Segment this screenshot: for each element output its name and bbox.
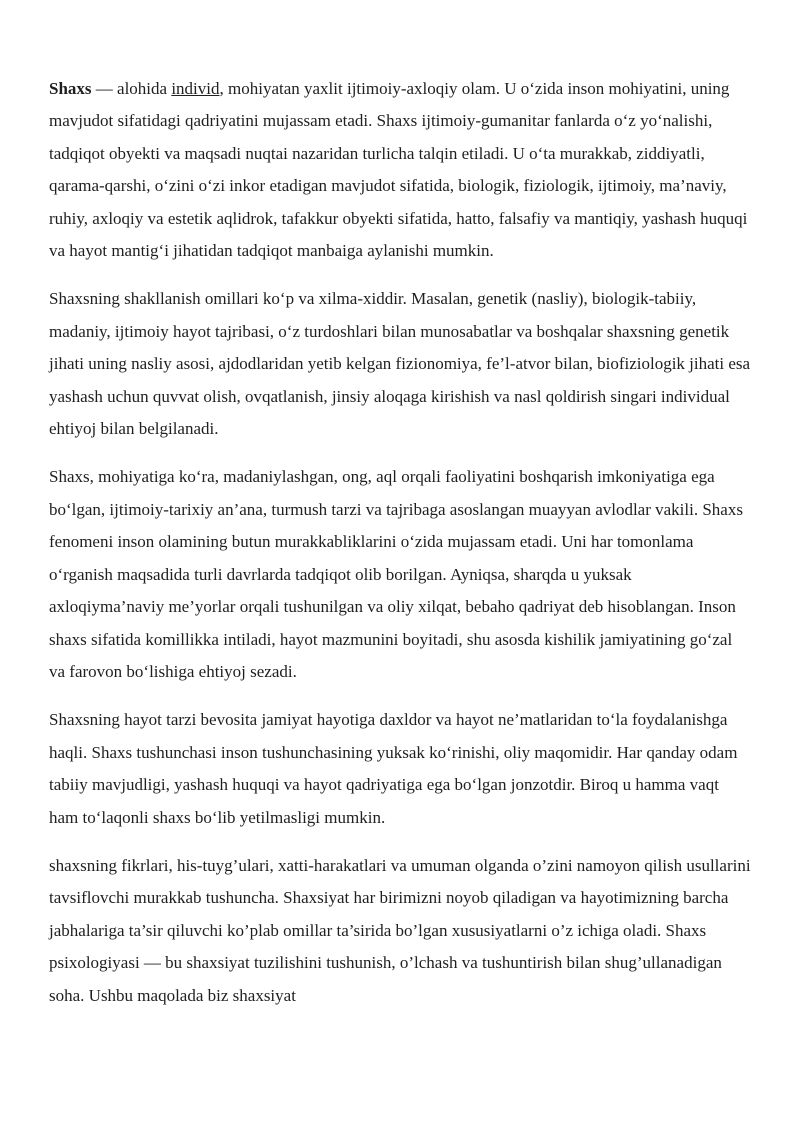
term-shaxs: Shaxs (49, 79, 92, 98)
paragraph-1-dash-text: — alohida (91, 79, 172, 98)
paragraph-1-rest: , mohiyatan yaxlit ijtimoiy-axloqiy olam. U o‘zida inson mohiyatini, uning mavjudot sifatidagi qadriyatini mujassam etadi. Shaxs ijtimoiy-gumanitar fanlarda o‘z yo‘nalishi, tadqiqot obyekti va maqsadi nuqtai nazaridan turlicha talqin etiladi. U o‘ta murakkab, ziddiyatli, qarama-qarshi, o‘zini o‘zi inkor etadigan mavjudot sifatida, biologik, fiziologik, ijtimoiy, ma’naviy, ruhiy, axloqiy va estetik aqlidrok, tafakkur obyekti sifatida, hatto, falsafiy va mantiqiy, yashash huquqi va hayot mantig‘i jihatidan tadqiqot manbaiga aylanishi mumkin. (49, 79, 748, 261)
paragraph-1 (49, 73, 751, 267)
paragraph-2: Shaxsning shakllanish omillari ko‘p va xilma-xiddir. Masalan, genetik (nasliy), biologik-tabiiy, madaniy, ijtimoiy hayot tajribasi, o‘z turdoshlari bilan munosabatlar va boshqalar shaxsning genetik jihati uning nasliy asosi, ajdodlaridan yetib kelgan fizionomiya, fe’l-atvor bilan, biofiziologik jihati esa yashash uchun quvvat olish, ovqatlanish, jinsiy aloqaga kirishish va nasl qoldirish singari individual ehtiyoj bilan belgilanadi. (49, 289, 751, 439)
paragraph-5: shaxsning fikrlari, his-tuyg’ulari, xatti-harakatlari va umuman olganda o’zini namoyon qilish usullarini tavsiflovchi murakkab tushuncha. Shaxsiyat har birimizni noyob qiladigan va hayotimizning barcha jabhalariga ta’sir qiluvchi ko’plab omillar ta’sirida bo’lgan xususiyatlarni o’z ichiga oladi. Shaxs psixologiyasi — bu shaxsiyat tuzilishini tushunish, o’lchash va tushuntirish bilan shug’ullanadigan soha. Ushbu maqolada biz shaxsiyat (49, 855, 751, 1005)
individ-link[interactable]: individ (171, 79, 220, 98)
paragraph-4: Shaxsning hayot tarzi bevosita jamiyat hayotiga daxldor va hayot ne’matlaridan to‘la foydalanishga haqli. Shaxs tushunchasi inson tushunchasining yuksak ko‘rinishi, oliy maqomidir. Har qanday odam tabiiy mavjudligi, yashash huquqi va hayot qadriyatiga ega bo‘lgan jonzotdir. Biroq u hamma vaqt ham to‘laqonli shaxs bo‘lib yetilmasligi mumkin. (49, 710, 738, 827)
paragraph-3: Shaxs, mohiyatiga ko‘ra, madaniylashgan, ong, aql orqali faoliyatini boshqarish imkoniyatiga ega bo‘lgan, ijtimoiy-tarixiy an’ana, turmush tarzi va tajribaga asoslangan muayyan avlodlar vakili. Shaxs fenomeni inson olamining butun murakkabliklarini o‘zida mujassam etadi. Uni har tomonlama o‘rganish maqsadida turli davrlarda tadqiqot olib borilgan. Ayniqsa, sharqda u yuksak axloqiyma’naviy me’yorlar orqali tushunilgan va oliy xilqat, bebaho qadriyat deb hisoblangan. Inson shaxs sifatida komillikka intiladi, hayot mazmunini boyitadi, shu asosda kishilik jamiyatining go‘zal va farovon bo‘lishiga ehtiyoj sezadi. (49, 467, 743, 681)
article-body (49, 73, 751, 1028)
